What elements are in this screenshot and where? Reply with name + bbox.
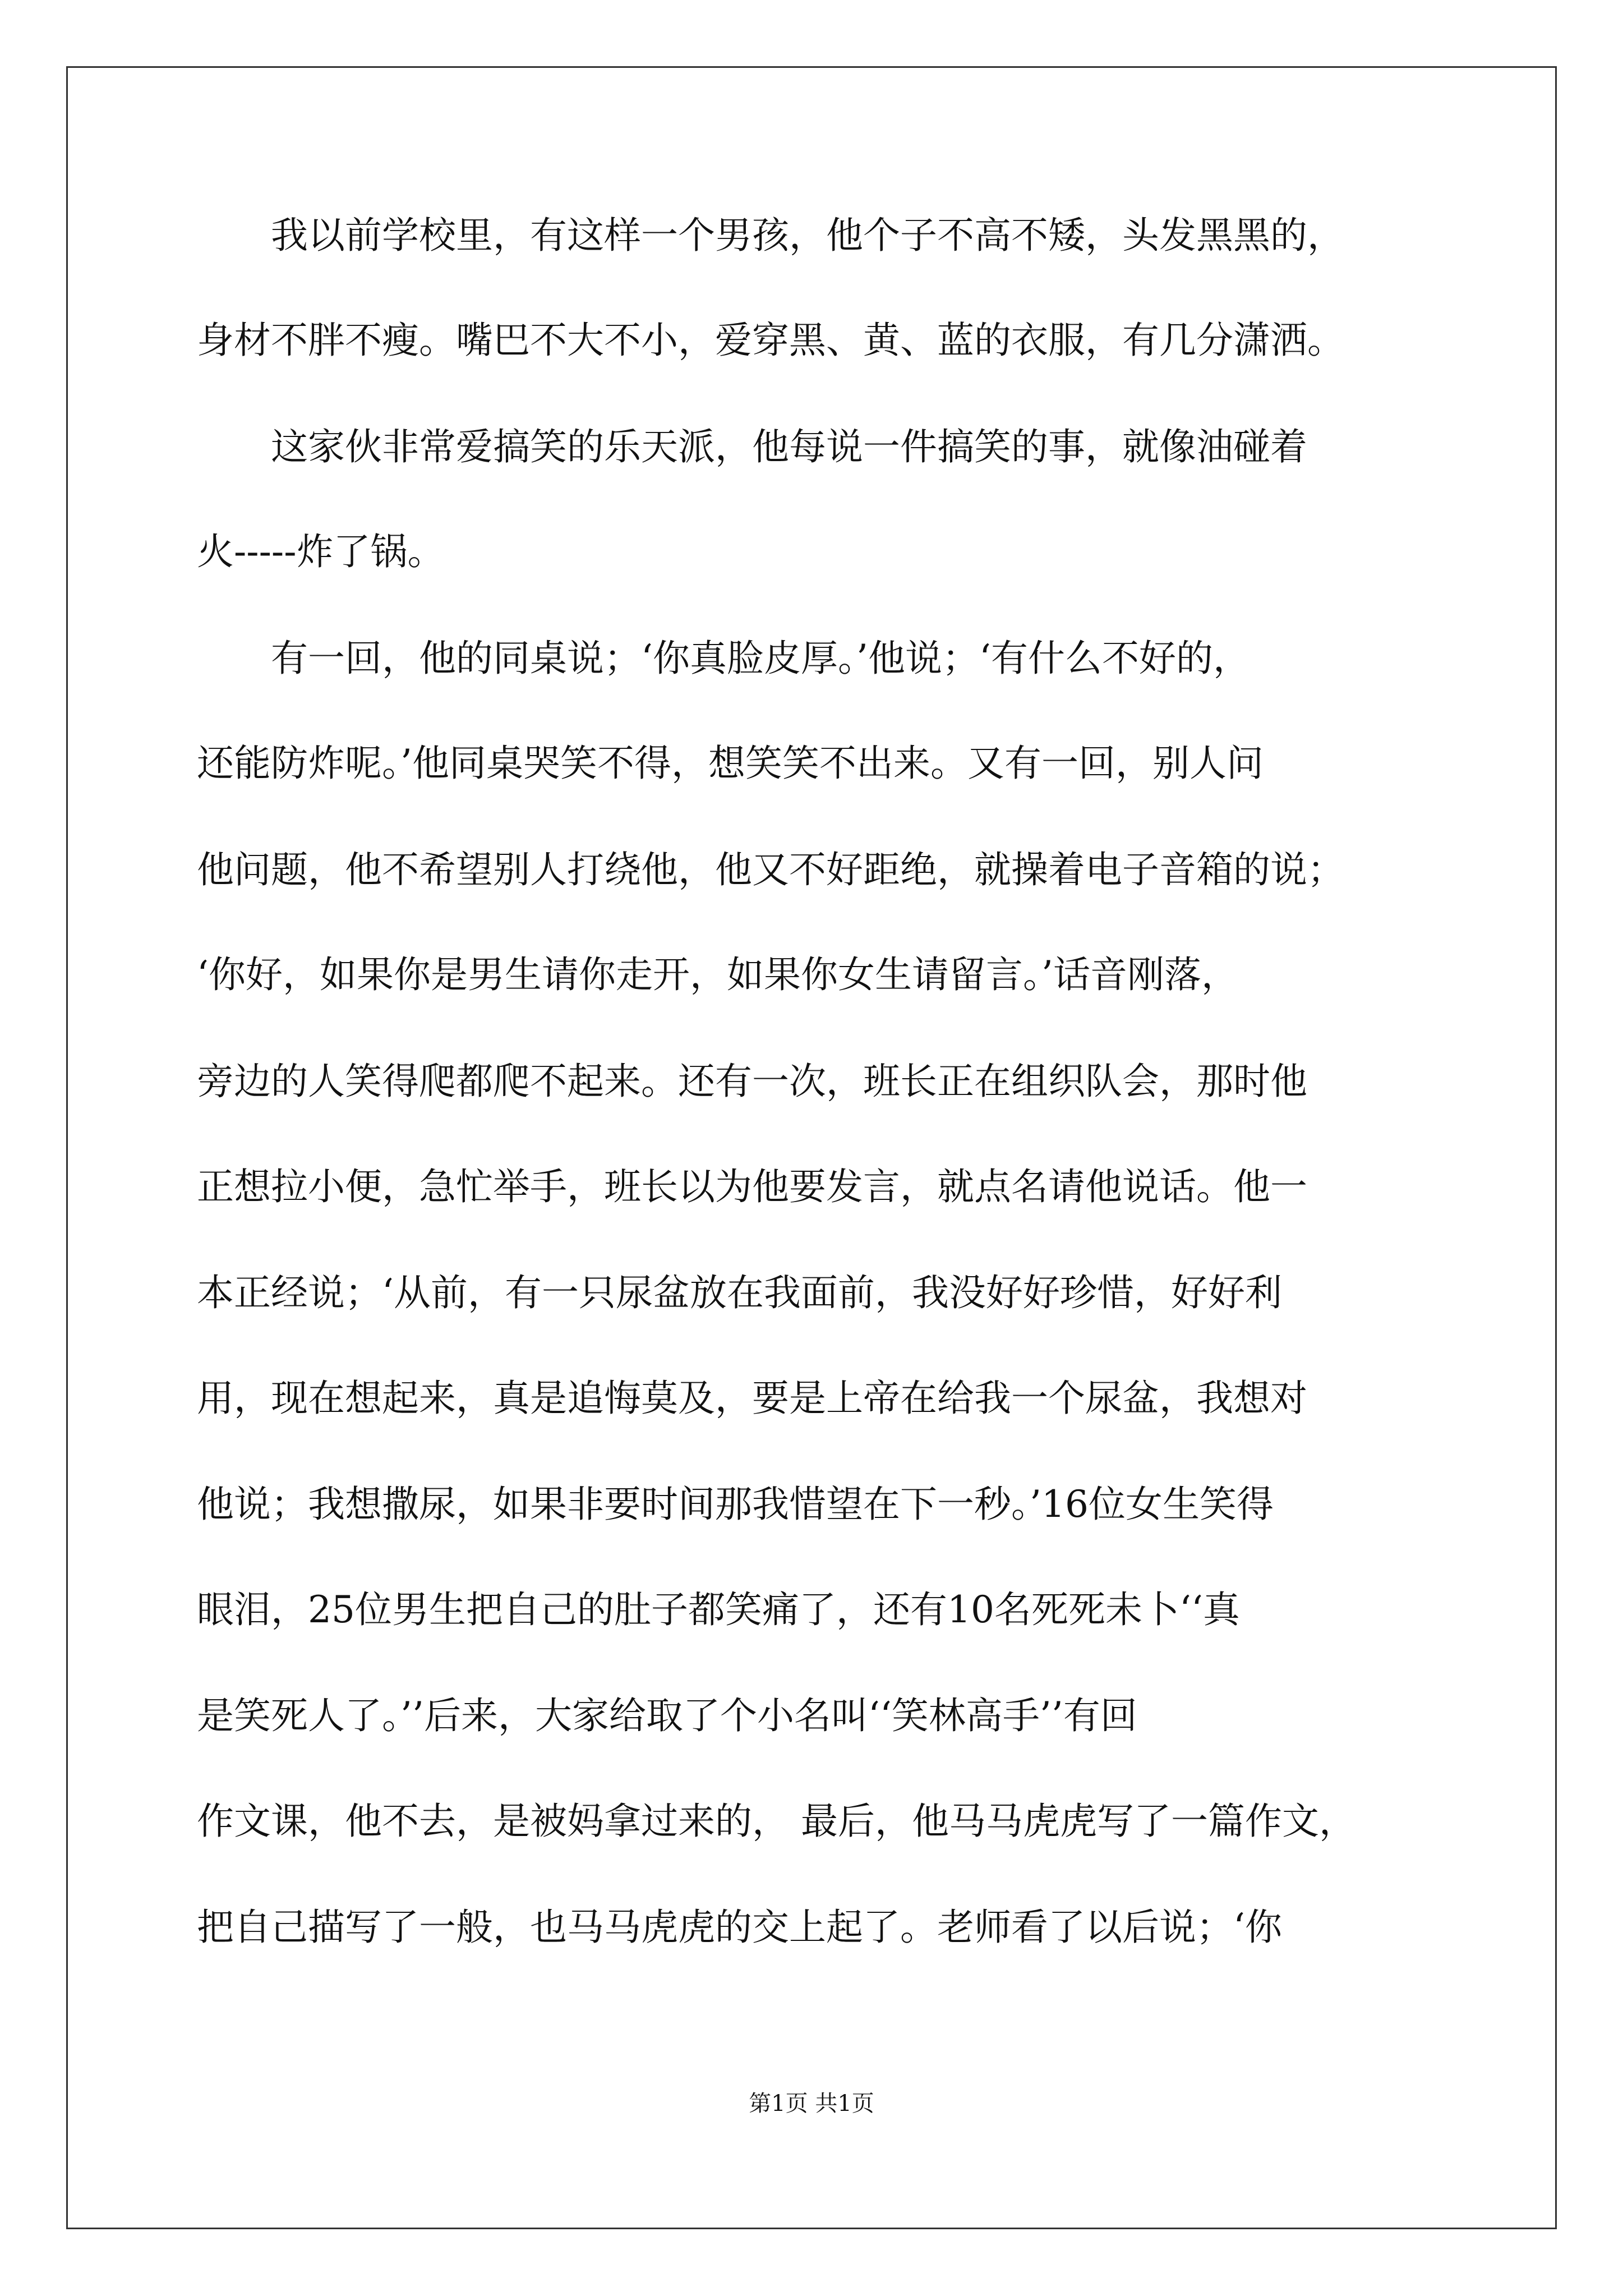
text-line: 有一回，他的同桌说；‘你真脸皮厚。’他说；‘有什么不好的， <box>197 637 1250 680</box>
text-line: 身材不胖不瘦。嘴巴不大不小，爱穿黑、黄、蓝的衣服，有几分潇洒。 <box>197 319 1344 362</box>
text-line: 作文课，他不去，是被妈拿过来的， 最后，他马马虎虎写了一篇作文， <box>197 1800 1356 1843</box>
text-line: 他问题，他不希望别人打绕他，他又不好距绝，就操着电子音箱的说； <box>197 848 1344 891</box>
text-line: 把自己描写了一般，也马马虎虎的交上起了。老师看了以后说；‘你 <box>197 1906 1282 1949</box>
text-line: 这家伙非常爱搞笑的乐天派，他每说一件搞笑的事，就像油碰着 <box>197 425 1307 468</box>
text-line: 用，现在想起来，真是追悔莫及，要是上帝在给我一个尿盆，我想对 <box>197 1377 1307 1420</box>
text-line: 本正经说；‘从前，有一只尿盆放在我面前，我没好好珍惜，好好利 <box>197 1271 1282 1314</box>
text-line: 火-----炸了锅。 <box>197 530 445 573</box>
text-line: 他说；我想撒尿，如果非要时间那我惜望在下一秒。’16位女生笑得 <box>197 1483 1274 1526</box>
text-line: 眼泪，25位男生把自己的肚子都笑痛了，还有10名死死未卜‘‘真 <box>197 1588 1240 1631</box>
text-line: 还能防炸呢。’他同桌哭笑不得，想笑笑不出来。又有一回，别人问 <box>197 742 1264 785</box>
text-line: ‘你好，如果你是男生请你走开，如果你女生请留言。’话音刚落， <box>197 953 1238 996</box>
text-line: 是笑死人了。’’后来，大家给取了个小名叫‘‘笑林高手’’有回 <box>197 1694 1137 1737</box>
text-line: 旁边的人笑得爬都爬不起来。还有一次，班长正在组织队会，那时他 <box>197 1060 1307 1103</box>
text-line: 正想拉小便，急忙举手，班长以为他要发言，就点名请他说话。他一 <box>197 1165 1307 1208</box>
text-line: 我以前学校里，有这样一个男孩，他个子不高不矮，头发黑黑的， <box>197 214 1344 257</box>
page-number-footer: 第1页 共1页 <box>749 2091 874 2116</box>
